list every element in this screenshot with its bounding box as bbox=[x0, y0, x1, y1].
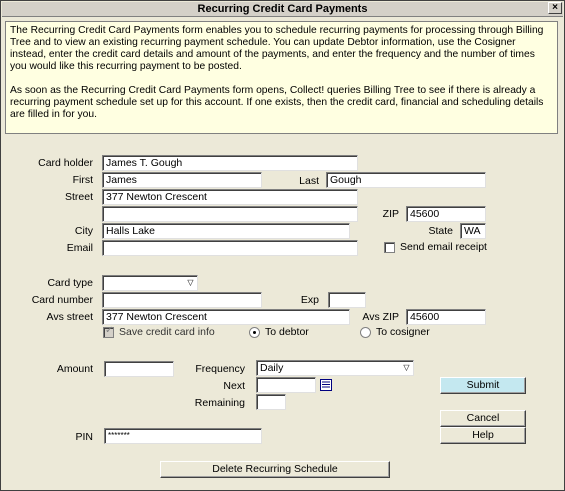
amount-label: Amount bbox=[56, 363, 93, 375]
card-holder-field[interactable]: James T. Gough bbox=[102, 155, 358, 171]
chevron-down-icon[interactable]: ▽ bbox=[187, 278, 194, 287]
pin-field[interactable]: ******* bbox=[104, 428, 262, 444]
checkmark-icon: ✓ bbox=[105, 325, 114, 336]
remaining-label: Remaining bbox=[194, 397, 245, 409]
exp-field[interactable] bbox=[328, 292, 366, 308]
exp-label: Exp bbox=[300, 294, 319, 306]
frequency-select[interactable] bbox=[256, 360, 414, 376]
card-number-label: Card number bbox=[31, 294, 93, 306]
save-credit-card-info-label: Save credit card info bbox=[119, 326, 215, 338]
window-title: Recurring Credit Card Payments bbox=[197, 3, 368, 15]
help-paragraph-2: As soon as the Recurring Credit Card Payments form opens, Collect! queries Billing Tree to see if there is already a recurring payment schedule set up for this account. If one exists, then the credit card, financial and scheduling details are filled in for you. bbox=[10, 85, 544, 120]
to-debtor-label: To debtor bbox=[265, 326, 309, 338]
next-date-field[interactable] bbox=[256, 377, 316, 393]
close-icon[interactable]: × bbox=[548, 2, 562, 14]
send-email-receipt-checkbox[interactable] bbox=[384, 242, 395, 253]
amount-field[interactable] bbox=[104, 361, 174, 377]
chevron-down-icon[interactable]: ▽ bbox=[403, 363, 410, 372]
to-cosigner-radio[interactable] bbox=[360, 327, 371, 338]
to-cosigner-label: To cosigner bbox=[376, 326, 430, 338]
frequency-label: Frequency bbox=[195, 363, 245, 375]
calendar-icon[interactable] bbox=[320, 379, 332, 391]
first-name-label: First bbox=[72, 174, 93, 186]
submit-button[interactable]: Submit bbox=[440, 377, 526, 394]
zip-label: ZIP bbox=[382, 208, 399, 220]
card-type-label: Card type bbox=[47, 277, 93, 289]
radio-selected-icon bbox=[253, 331, 256, 334]
street-line1-field[interactable]: 377 Newton Crescent bbox=[102, 189, 358, 205]
avs-street-label: Avs street bbox=[46, 311, 93, 323]
title-bar bbox=[2, 2, 563, 17]
pin-label: PIN bbox=[75, 431, 93, 443]
state-label: State bbox=[428, 225, 453, 237]
city-label: City bbox=[74, 225, 93, 237]
card-number-field[interactable] bbox=[102, 292, 262, 308]
save-credit-card-info-checkbox[interactable] bbox=[103, 327, 114, 338]
send-email-receipt-label: Send email receipt bbox=[400, 241, 487, 253]
help-paragraph-1: The Recurring Credit Card Payments form enables you to schedule recurring payments for processing through Billing Tree and to view an existing recurring payment schedule. You can update Debtor information, use the Cosigner instead, enter the credit card details and amount of the payments, and enter the frequency and the number of times you would like this recurring payment to be posted. bbox=[10, 25, 544, 72]
avs-street-field[interactable]: 377 Newton Crescent bbox=[102, 309, 350, 325]
card-holder-label: Card holder bbox=[38, 157, 93, 169]
next-label: Next bbox=[223, 380, 245, 392]
help-button[interactable]: Help bbox=[440, 427, 526, 444]
help-text-panel bbox=[5, 21, 558, 134]
street-label: Street bbox=[64, 191, 93, 203]
cancel-button[interactable]: Cancel bbox=[440, 410, 526, 427]
remaining-field[interactable] bbox=[256, 394, 286, 410]
delete-recurring-schedule-button[interactable]: Delete Recurring Schedule bbox=[160, 461, 390, 478]
email-label: Email bbox=[66, 242, 93, 254]
last-name-field[interactable]: Gough bbox=[326, 172, 486, 188]
frequency-value: Daily bbox=[260, 362, 284, 374]
last-name-label: Last bbox=[299, 175, 319, 187]
avs-zip-field[interactable]: 45600 bbox=[406, 309, 486, 325]
city-field[interactable]: Halls Lake bbox=[102, 223, 350, 239]
zip-field[interactable]: 45600 bbox=[406, 206, 486, 222]
to-debtor-radio[interactable] bbox=[249, 327, 260, 338]
first-name-field[interactable]: James bbox=[102, 172, 262, 188]
state-field[interactable]: WA bbox=[460, 223, 486, 239]
street-line2-field[interactable] bbox=[102, 206, 358, 222]
avs-zip-label: Avs ZIP bbox=[362, 311, 399, 323]
email-field[interactable] bbox=[102, 240, 358, 256]
card-type-select[interactable] bbox=[102, 275, 198, 291]
